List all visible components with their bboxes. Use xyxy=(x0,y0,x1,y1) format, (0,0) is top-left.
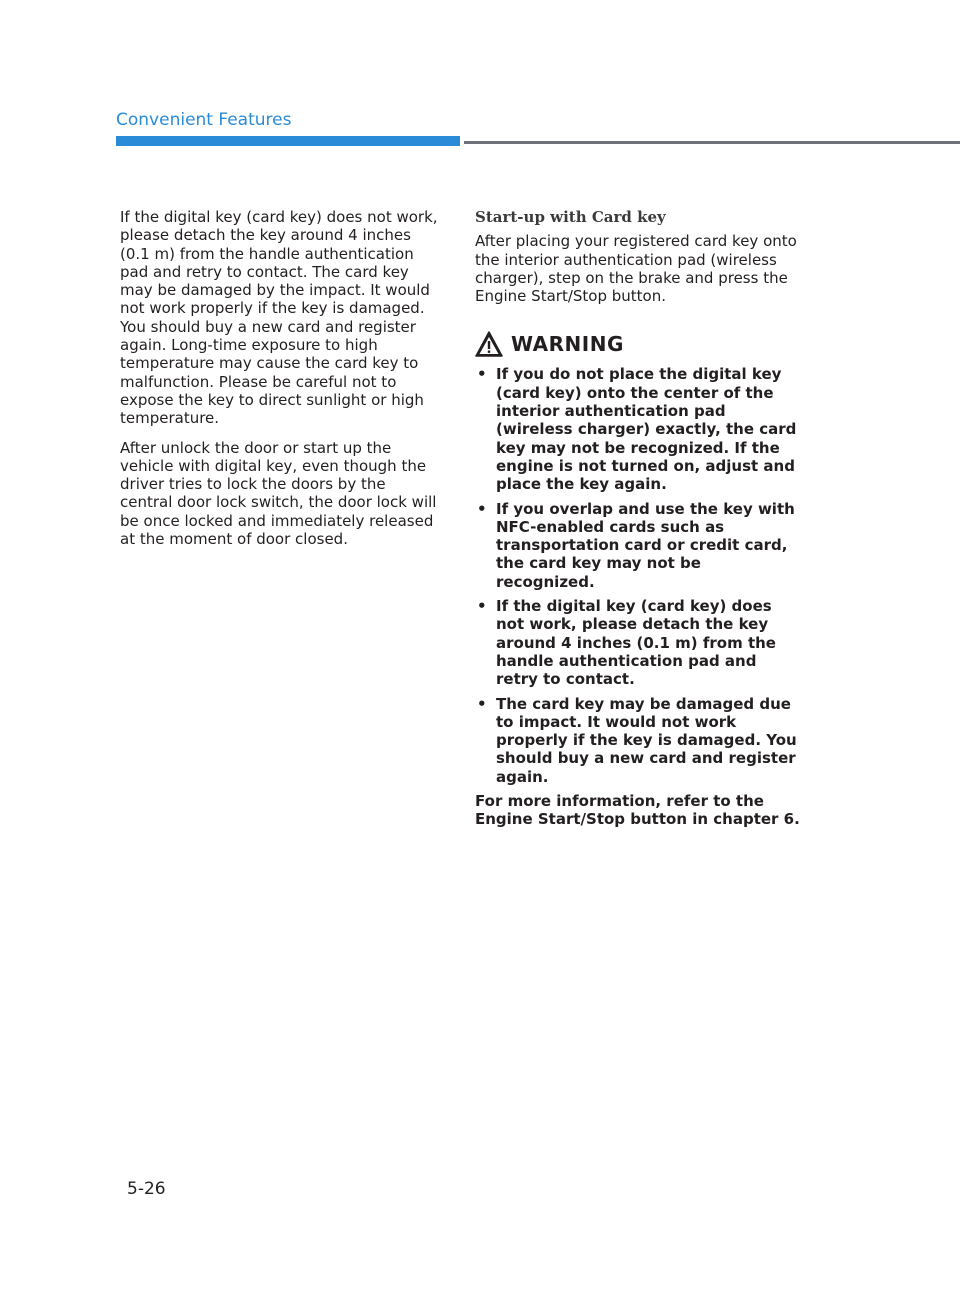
warning-item xyxy=(475,365,800,493)
header-rule xyxy=(464,141,960,144)
more-info-note: For more information, refer to the Engine Start/Stop button in chapter 6. xyxy=(475,792,800,829)
startup-heading: Start-up with Card key xyxy=(475,208,666,226)
paragraph-door-lock: After unlock the door or start up the vehicle with digital key, even though the driver tries to lock the doors by the central door lock switch, the door lock will be once locked and immediately released at the moment of door closed. xyxy=(120,438,437,549)
warning-item-text: If the digital key (card key) does not work, please detach the key around 4 inches (0.1 m) from the handle authentication pad and retry to contact. xyxy=(496,597,776,689)
bullet: • xyxy=(477,694,487,713)
warning-list xyxy=(475,365,800,786)
warning-item xyxy=(475,500,800,591)
page-number: 5-26 xyxy=(127,1179,166,1199)
startup-intro: After placing your registered card key onto the interior authentication pad (wireless charger), step on the brake and press the Engine Start/Stop button. xyxy=(475,232,797,306)
warning-item xyxy=(475,695,800,786)
right-column xyxy=(475,208,800,829)
warning-item-text: If you overlap and use the key with NFC-enabled cards such as transportation card or credit card, the card key may not be recognized. xyxy=(496,499,795,591)
warning-item xyxy=(475,597,800,688)
paragraph-card-key-detach: If the digital key (card key) does not work, please detach the key around 4 inches (0.1 m) from the handle authentication pad and retry to contact. The card key may be damaged by the impact. It would not work properly if the key is damaged. You should buy a new card and register again. Long-time exposure to high temperature may cause the card key to malfunction. Please be careful not to expose the key to direct sunlight or high temperature. xyxy=(120,208,438,428)
warning-title: WARNING xyxy=(511,332,624,357)
header-accent-bar xyxy=(116,136,460,146)
warning-item-text: The card key may be damaged due to impact. It would not work properly if the key is damaged. You should buy a new card and register again. xyxy=(496,694,797,786)
bullet: • xyxy=(477,499,487,518)
section-title: Convenient Features xyxy=(116,110,292,130)
left-column xyxy=(120,208,442,559)
bullet: • xyxy=(477,365,487,384)
warning-header xyxy=(475,331,800,357)
warning-item-text: If you do not place the digital key (card key) onto the center of the interior authentication pad (wireless charger) exactly, the card key may not be recognized. If the engine is not turned on, adjust and place the key again. xyxy=(496,365,797,494)
bullet: • xyxy=(477,597,487,616)
warning-triangle-icon xyxy=(475,331,503,357)
